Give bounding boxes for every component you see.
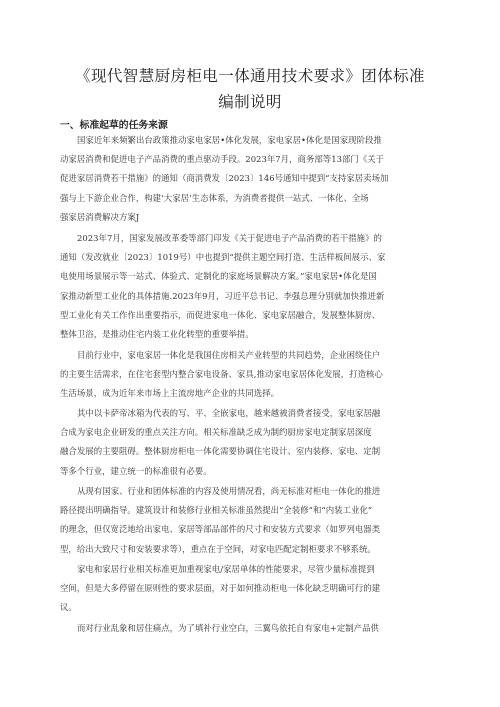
paragraph-line: 的主要生活需求，在住宅套型内整合家电设备、家具,推动家电家居体化发展，打造核心 [60, 369, 383, 380]
paragraph-line: 而对行业乱象和居住痛点，为了填补行业空白，三翼鸟依托自有家电+定制产品供 [77, 623, 379, 633]
paragraph-line: 整体卫浴，是推动住宅内装工业化转型的重要举措。 [60, 328, 254, 339]
paragraph-line: 型，给出大致尺寸和安装要求等），重点在于空间，对家电匹配定制柜要求不够系统。 [60, 543, 376, 554]
paragraph-line: 其中以卡萨帝冰箱为代表的写、平、全嵌家电，越来越被消费者接受，家电家居融 [77, 408, 381, 418]
paragraph-line: 空间，但是大多停留在原则性的要求层面，对于如何推动柜电一体化缺乏明确可行的建 [60, 583, 381, 594]
paragraph-line: 强家居消费解决方案J [60, 211, 140, 222]
section-heading: 一、标准起草的任务来源 [60, 120, 168, 131]
paragraph-line: 合成为家电企业研发的重点关注方向。相关标准缺乏成为制约厨房家电定制家居深度 [60, 427, 372, 438]
paragraph-line: 融合发展的主要阻碍。整体厨房柜电一体化需要协调住宅设计、室内装修、家电、定制 [60, 446, 381, 457]
paragraph-line: 等多个行业，建立统一的标准很有必要。 [60, 465, 212, 476]
paragraph-industry-gap [60, 619, 440, 638]
document-title: 《现代智慧厨房柜电一体通用技术要求》团体标准 [75, 67, 425, 85]
paragraph-line: 2023年7月，国家发展改革委等部门印发《关于促进电子产品消费的若干措施》的 [77, 233, 382, 243]
paragraph-line: 动家居消费和促进电子产品消费的重点驱动手段。2023年7月，商务部等13部门《关于 [60, 154, 385, 165]
paragraph-line: 从现有国家、行业和团体标准的内容及使用情况看，尚无标准对柜电一体化的推进 [77, 486, 381, 496]
paragraph-embedded-appliances [60, 404, 440, 481]
paragraph-line: 的理念，但仅宽泛地给出家电、家居等部品部件的尺寸和安装方式要求（如罗列电器类 [60, 524, 381, 535]
paragraph-existing-standards [60, 482, 440, 559]
paragraph-industry-trend [60, 346, 440, 404]
paragraph-ndrc-measures [60, 229, 440, 344]
paragraph-line: 路径提出明确指导。建筑设计和装修行业相关标准虽然提出“全装修”和“内装工业化” [60, 505, 373, 516]
paragraph-line: 家推动新型工业化的具体措施.2023年9月，习近平总书记、李强总理分别就加快推进新 [60, 290, 385, 301]
document-subtitle: 编制说明 [218, 93, 282, 111]
paragraph-line: 通知（发改就业〔2023〕1019号）中也提到“提供主题空间打造、生活样板间展示、家 [60, 252, 386, 263]
paragraph-line: 目前行业中，家电家居一体化是我国住房相关产业转型的共同趋势，企业困绕住户 [77, 350, 381, 360]
paragraph-appliance-standards [60, 560, 440, 618]
paragraph-line: 国家近年来频繁出台政策推动家电家居•体化发展，家电家居•体化是国家现阶段推 [77, 135, 382, 145]
paragraph-line: 议。 [60, 602, 77, 613]
paragraph-line: 促进家居消费若干措施》的通知（商消费发〔2023〕146号通知中提到“支持家居卖场加 [60, 173, 389, 184]
paragraph-line: 强与上下游企业合作，构建‘大家居’生态体系，为消费者提供一站式、一体化、全场 [60, 192, 369, 203]
paragraph-line: 家电和家居行业相关标准更加重视家电/家居单体的性能要求，尽管少量标准提到 [77, 564, 375, 574]
paragraph-line: 型工业化有关工作作出重要指示，而促进家电一体化、家电家居融合，发展整体厨房、 [60, 309, 381, 320]
paragraph-line: 生活场景，成为近年来市场上主流房地产企业的共同选择。 [60, 388, 280, 399]
paragraph-line: 电使用场景展示等一站式、体验式、定制化的家庭场景解决方案。”家电家居•体化是国 [60, 271, 377, 282]
paragraph-policy-background [60, 131, 440, 227]
